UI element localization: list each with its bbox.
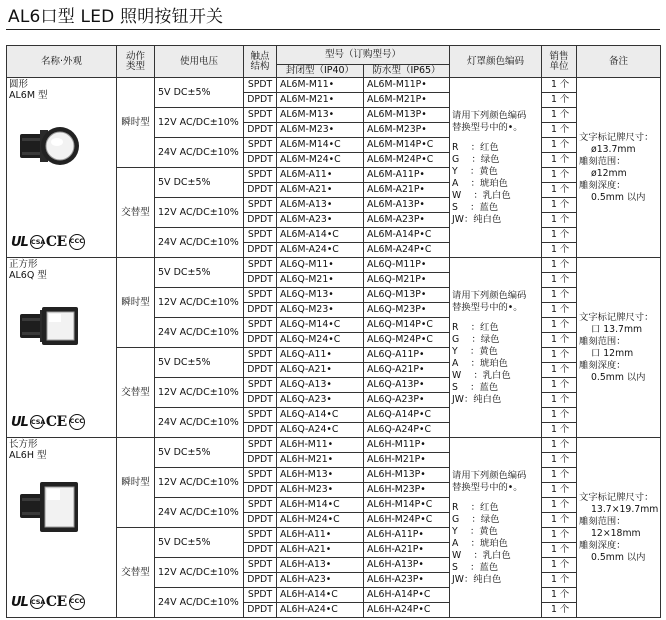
model-waterproof: AL6H-A13P• [364, 558, 450, 573]
sales-unit: 1 个 [542, 378, 577, 393]
model-enclosed: AL6H-A21• [277, 543, 364, 558]
note-line: 雕刻深度： [579, 359, 626, 371]
voltage: 5V DC±5% [155, 78, 244, 108]
voltage: 12V AC/DC±10% [155, 378, 244, 408]
sales-unit: 1 个 [542, 198, 577, 213]
model-waterproof: AL6M-A11P• [364, 168, 450, 183]
header-sales-unit: 销售 单位 [542, 46, 577, 78]
model-waterproof: AL6M-A13P• [364, 198, 450, 213]
contact-type: DPDT [244, 273, 277, 288]
model-waterproof: AL6H-M21P• [364, 453, 450, 468]
contact-type: DPDT [244, 303, 277, 318]
ce-mark-icon: CE [45, 234, 67, 250]
notes-cell [577, 258, 661, 438]
color-code-intro: 替换型号中的•。 [452, 301, 523, 313]
color-code-item: Y ：黄色 [452, 345, 498, 357]
contact-type: SPDT [244, 438, 277, 453]
action-type: 交替型 [117, 348, 155, 438]
color-code-item: R ：红色 [452, 321, 499, 333]
model-waterproof: AL6H-A23P• [364, 573, 450, 588]
model-waterproof: AL6Q-M24P•C [364, 333, 450, 348]
model-waterproof: AL6Q-A11P• [364, 348, 450, 363]
shape-name: 正方形 [9, 259, 38, 270]
note-line: 0.5mm 以内 [591, 551, 646, 563]
model-waterproof: AL6Q-M14P•C [364, 318, 450, 333]
header-waterproof: 防水型（IP65） [364, 65, 450, 78]
model-enclosed: AL6M-A24•C [277, 243, 364, 258]
model-waterproof: AL6M-M13P• [364, 108, 450, 123]
color-code-item: A ：琥珀色 [452, 357, 508, 369]
note-line: 12×18mm [591, 527, 641, 539]
table-row [7, 258, 661, 273]
model-enclosed: AL6Q-A13• [277, 378, 364, 393]
color-code-item: S ：蓝色 [452, 201, 499, 213]
certification-marks [11, 594, 85, 610]
model-waterproof: AL6H-M14P•C [364, 498, 450, 513]
model-enclosed: AL6H-A23• [277, 573, 364, 588]
sales-unit: 1 个 [542, 423, 577, 438]
contact-type: DPDT [244, 453, 277, 468]
sales-unit: 1 个 [542, 318, 577, 333]
ccc-mark-icon: CCC [69, 594, 85, 610]
note-line: ø12mm [591, 167, 627, 179]
note-line: 13.7×19.7mm [591, 503, 659, 515]
model-enclosed: AL6Q-A11• [277, 348, 364, 363]
sales-unit: 1 个 [542, 228, 577, 243]
sales-unit: 1 个 [542, 558, 577, 573]
contact-type: SPDT [244, 378, 277, 393]
model-enclosed: AL6Q-M14•C [277, 318, 364, 333]
model-enclosed: AL6M-M14•C [277, 138, 364, 153]
certification-marks [11, 234, 85, 250]
model-waterproof: AL6M-M24P•C [364, 153, 450, 168]
voltage: 24V AC/DC±10% [155, 228, 244, 258]
note-line: 雕刻范围： [579, 155, 626, 167]
sales-unit: 1 个 [542, 258, 577, 273]
voltage: 24V AC/DC±10% [155, 408, 244, 438]
contact-type: SPDT [244, 108, 277, 123]
contact-type: DPDT [244, 153, 277, 168]
color-code-item: Y ：黄色 [452, 165, 498, 177]
voltage: 24V AC/DC±10% [155, 588, 244, 618]
contact-type: DPDT [244, 543, 277, 558]
model-enclosed: AL6M-M11• [277, 78, 364, 93]
contact-type: DPDT [244, 603, 277, 618]
color-code-intro: 请用下列颜色编码 [452, 289, 527, 301]
model-waterproof: AL6M-M23P• [364, 123, 450, 138]
contact-type: DPDT [244, 183, 277, 198]
sales-unit: 1 个 [542, 603, 577, 618]
contact-type: SPDT [244, 138, 277, 153]
contact-type: SPDT [244, 558, 277, 573]
color-code-item: JW：纯白色 [452, 213, 502, 225]
shape-name: 长方形 [9, 439, 38, 450]
contact-type: DPDT [244, 483, 277, 498]
note-line: ø13.7mm [591, 143, 636, 155]
color-code-item: A ：琥珀色 [452, 537, 508, 549]
voltage: 24V AC/DC±10% [155, 138, 244, 168]
model-waterproof: AL6M-A23P• [364, 213, 450, 228]
contact-type: SPDT [244, 408, 277, 423]
ccc-mark-icon: CCC [69, 414, 85, 430]
contact-type: SPDT [244, 168, 277, 183]
contact-type: SPDT [244, 78, 277, 93]
model-enclosed: AL6M-A13• [277, 198, 364, 213]
shape-label [9, 260, 114, 282]
color-code-item: G ：绿色 [452, 153, 500, 165]
note-line: 雕刻深度： [579, 539, 626, 551]
note-line: 口 12mm [591, 347, 634, 359]
notes-cell [577, 438, 661, 618]
sales-unit: 1 个 [542, 438, 577, 453]
model-enclosed: AL6H-M14•C [277, 498, 364, 513]
model-enclosed: AL6H-A14•C [277, 588, 364, 603]
model-enclosed: AL6H-M24•C [277, 513, 364, 528]
note-line: 雕刻范围： [579, 335, 626, 347]
ul-mark-icon: UL [11, 414, 28, 430]
contact-type: SPDT [244, 528, 277, 543]
table-row [7, 438, 661, 453]
color-code-item: W ：乳白色 [452, 189, 511, 201]
model-enclosed: AL6M-M24•C [277, 153, 364, 168]
action-type: 瞬时型 [117, 258, 155, 348]
action-type: 交替型 [117, 528, 155, 618]
model-enclosed: AL6Q-M24•C [277, 333, 364, 348]
color-code-item: S ：蓝色 [452, 561, 499, 573]
model-waterproof: AL6M-M14P•C [364, 138, 450, 153]
contact-type: SPDT [244, 258, 277, 273]
model-waterproof: AL6H-A14P•C [364, 588, 450, 603]
sales-unit: 1 个 [542, 153, 577, 168]
note-line: 0.5mm 以内 [591, 371, 646, 383]
model-enclosed: AL6M-A23• [277, 213, 364, 228]
contact-type: DPDT [244, 93, 277, 108]
sales-unit: 1 个 [542, 393, 577, 408]
model-enclosed: AL6H-M11• [277, 438, 364, 453]
model-enclosed: AL6Q-M21• [277, 273, 364, 288]
model-waterproof: AL6M-A21P• [364, 183, 450, 198]
spec-table [6, 45, 661, 618]
contact-type: SPDT [244, 498, 277, 513]
contact-type: DPDT [244, 513, 277, 528]
lens-color-codes [450, 258, 542, 438]
model-waterproof: AL6M-A14P•C [364, 228, 450, 243]
shape-model: AL6M 型 [9, 89, 48, 101]
contact-type: DPDT [244, 213, 277, 228]
color-code-item: W ：乳白色 [452, 549, 511, 561]
model-enclosed: AL6Q-A24•C [277, 423, 364, 438]
lens-color-codes [450, 438, 542, 618]
csa-mark-icon: CSA [30, 415, 44, 429]
sales-unit: 1 个 [542, 138, 577, 153]
lens-color-codes [450, 78, 542, 258]
model-waterproof: AL6Q-M21P• [364, 273, 450, 288]
model-enclosed: AL6H-M13• [277, 468, 364, 483]
color-code-intro: 替换型号中的•。 [452, 121, 523, 133]
voltage: 12V AC/DC±10% [155, 198, 244, 228]
note-line: 口 13.7mm [591, 323, 643, 335]
model-waterproof: AL6M-M21P• [364, 93, 450, 108]
header-voltage: 使用电压 [155, 46, 244, 78]
sales-unit: 1 个 [542, 408, 577, 423]
color-code-intro: 请用下列颜色编码 [452, 109, 527, 121]
square-switch-icon [18, 298, 114, 359]
contact-type: DPDT [244, 423, 277, 438]
model-enclosed: AL6Q-A23• [277, 393, 364, 408]
sales-unit: 1 个 [542, 543, 577, 558]
voltage: 12V AC/DC±10% [155, 288, 244, 318]
model-enclosed: AL6Q-M11• [277, 258, 364, 273]
note-line: 0.5mm 以内 [591, 191, 646, 203]
title-underline [6, 29, 660, 30]
certification-marks [11, 414, 85, 430]
note-line: 雕刻范围： [579, 515, 626, 527]
ul-mark-icon: UL [11, 234, 28, 250]
model-waterproof: AL6Q-A13P• [364, 378, 450, 393]
sales-unit: 1 个 [542, 363, 577, 378]
note-line: 文字标记牌尺寸： [579, 131, 654, 143]
color-code-item: G ：绿色 [452, 513, 500, 525]
voltage: 12V AC/DC±10% [155, 558, 244, 588]
sales-unit: 1 个 [542, 513, 577, 528]
header-enclosed: 封闭型（IP40） [277, 65, 364, 78]
model-enclosed: AL6H-M21• [277, 453, 364, 468]
color-code-item: A ：琥珀色 [452, 177, 508, 189]
color-code-intro: 请用下列颜色编码 [452, 469, 527, 481]
color-code-item: S ：蓝色 [452, 381, 499, 393]
contact-type: DPDT [244, 123, 277, 138]
sales-unit: 1 个 [542, 588, 577, 603]
voltage: 5V DC±5% [155, 258, 244, 288]
color-code-item: JW：纯白色 [452, 573, 502, 585]
sales-unit: 1 个 [542, 528, 577, 543]
model-waterproof: AL6H-M24P•C [364, 513, 450, 528]
color-code-item: G ：绿色 [452, 333, 500, 345]
sales-unit: 1 个 [542, 123, 577, 138]
model-waterproof: AL6Q-A21P• [364, 363, 450, 378]
contact-type: SPDT [244, 468, 277, 483]
note-line: 文字标记牌尺寸： [579, 311, 654, 323]
note-line: 雕刻深度： [579, 179, 626, 191]
voltage: 24V AC/DC±10% [155, 318, 244, 348]
sales-unit: 1 个 [542, 303, 577, 318]
contact-type: DPDT [244, 363, 277, 378]
sales-unit: 1 个 [542, 168, 577, 183]
sales-unit: 1 个 [542, 348, 577, 363]
voltage: 12V AC/DC±10% [155, 468, 244, 498]
model-enclosed: AL6M-M13• [277, 108, 364, 123]
color-code-item: R ：红色 [452, 501, 499, 513]
color-code-item: Y ：黄色 [452, 525, 498, 537]
contact-type: SPDT [244, 198, 277, 213]
voltage: 12V AC/DC±10% [155, 108, 244, 138]
voltage: 5V DC±5% [155, 168, 244, 198]
ce-mark-icon: CE [45, 414, 67, 430]
color-code-intro: 替换型号中的•。 [452, 481, 523, 493]
model-waterproof: AL6M-M11P• [364, 78, 450, 93]
voltage: 24V AC/DC±10% [155, 498, 244, 528]
sales-unit: 1 个 [542, 333, 577, 348]
ccc-mark-icon: CCC [69, 234, 85, 250]
page-title: AL6口型 LED 照明按钮开关 [8, 7, 224, 27]
ul-mark-icon: UL [11, 594, 28, 610]
contact-type: DPDT [244, 393, 277, 408]
table-row [7, 78, 661, 93]
shape-model: AL6Q 型 [9, 269, 47, 281]
sales-unit: 1 个 [542, 213, 577, 228]
model-waterproof: AL6Q-M13P• [364, 288, 450, 303]
model-waterproof: AL6Q-A14P•C [364, 408, 450, 423]
contact-type: SPDT [244, 588, 277, 603]
contact-type: SPDT [244, 348, 277, 363]
voltage: 5V DC±5% [155, 348, 244, 378]
model-enclosed: AL6M-A21• [277, 183, 364, 198]
round-switch-icon [18, 118, 114, 179]
contact-type: DPDT [244, 333, 277, 348]
model-enclosed: AL6M-M21• [277, 93, 364, 108]
ce-mark-icon: CE [45, 594, 67, 610]
sales-unit: 1 个 [542, 483, 577, 498]
sales-unit: 1 个 [542, 108, 577, 123]
sales-unit: 1 个 [542, 453, 577, 468]
header-notes: 备注 [577, 46, 661, 78]
sales-unit: 1 个 [542, 183, 577, 198]
model-enclosed: AL6Q-A21• [277, 363, 364, 378]
header-name: 名称·外观 [7, 46, 117, 78]
model-waterproof: AL6H-M23P• [364, 483, 450, 498]
contact-type: DPDT [244, 243, 277, 258]
header-lens-color: 灯罩颜色编码 [450, 46, 542, 78]
note-line: 文字标记牌尺寸： [579, 491, 654, 503]
model-enclosed: AL6Q-M23• [277, 303, 364, 318]
shape-model: AL6H 型 [9, 449, 47, 461]
model-waterproof: AL6Q-M23P• [364, 303, 450, 318]
contact-type: SPDT [244, 228, 277, 243]
model-waterproof: AL6H-M13P• [364, 468, 450, 483]
sales-unit: 1 个 [542, 78, 577, 93]
voltage: 5V DC±5% [155, 528, 244, 558]
model-waterproof: AL6Q-A24P•C [364, 423, 450, 438]
model-waterproof: AL6Q-M11P• [364, 258, 450, 273]
voltage: 5V DC±5% [155, 438, 244, 468]
shape-cell [7, 258, 117, 438]
model-enclosed: AL6H-M23• [277, 483, 364, 498]
model-waterproof: AL6H-A24P•C [364, 603, 450, 618]
model-enclosed: AL6H-A24•C [277, 603, 364, 618]
contact-type: SPDT [244, 318, 277, 333]
action-type: 瞬时型 [117, 78, 155, 168]
model-enclosed: AL6Q-M13• [277, 288, 364, 303]
rectangular-switch-icon [18, 478, 114, 539]
model-enclosed: AL6H-A11• [277, 528, 364, 543]
sales-unit: 1 个 [542, 243, 577, 258]
model-waterproof: AL6H-M11P• [364, 438, 450, 453]
model-waterproof: AL6H-A21P• [364, 543, 450, 558]
contact-type: DPDT [244, 573, 277, 588]
shape-name: 圆形 [9, 79, 29, 90]
sales-unit: 1 个 [542, 498, 577, 513]
sales-unit: 1 个 [542, 468, 577, 483]
header-action-type: 动作 类型 [117, 46, 155, 78]
notes-cell [577, 78, 661, 258]
color-code-item: R ：红色 [452, 141, 499, 153]
model-enclosed: AL6M-A11• [277, 168, 364, 183]
shape-cell [7, 438, 117, 618]
sales-unit: 1 个 [542, 273, 577, 288]
model-waterproof: AL6H-A11P• [364, 528, 450, 543]
shape-cell [7, 78, 117, 258]
action-type: 瞬时型 [117, 438, 155, 528]
model-enclosed: AL6M-A14•C [277, 228, 364, 243]
header-contact: 触点 结构 [244, 46, 277, 78]
model-waterproof: AL6Q-A23P• [364, 393, 450, 408]
header-model: 型号（订购型号） [277, 46, 450, 65]
shape-label [9, 80, 114, 102]
csa-mark-icon: CSA [30, 235, 44, 249]
model-enclosed: AL6Q-A14•C [277, 408, 364, 423]
sales-unit: 1 个 [542, 93, 577, 108]
sales-unit: 1 个 [542, 573, 577, 588]
color-code-item: W ：乳白色 [452, 369, 511, 381]
contact-type: SPDT [244, 288, 277, 303]
model-waterproof: AL6M-A24P•C [364, 243, 450, 258]
shape-label [9, 440, 114, 462]
color-code-item: JW：纯白色 [452, 393, 502, 405]
model-enclosed: AL6H-A13• [277, 558, 364, 573]
action-type: 交替型 [117, 168, 155, 258]
sales-unit: 1 个 [542, 288, 577, 303]
model-enclosed: AL6M-M23• [277, 123, 364, 138]
csa-mark-icon: CSA [30, 595, 44, 609]
